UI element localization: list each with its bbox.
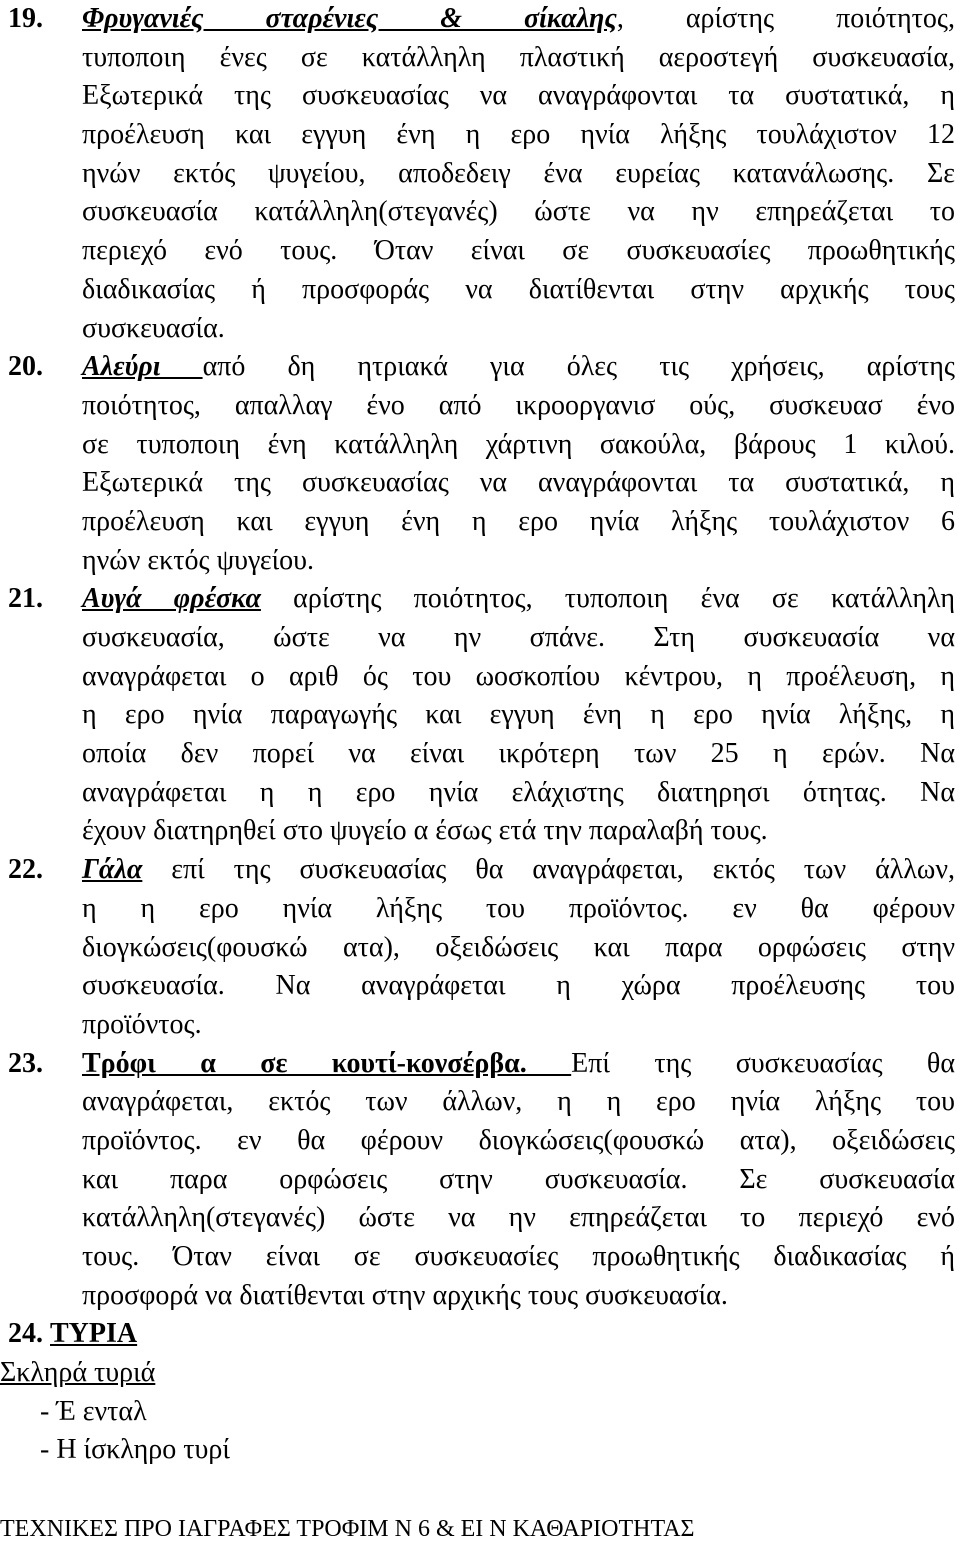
- item-number: 22.: [8, 854, 43, 886]
- item-text-line: η ερο ηνία παραγωγής και εγγυη ένη η ερο ηνία λήξης, η: [82, 699, 955, 731]
- item-text-line: προέλευση και εγγυη ένη η ερο ηνία λήξης τουλάχιστον 12: [82, 119, 955, 151]
- item-text-line: συσκευασία. Να αναγράφεται η χώρα προέλευσης του: [82, 970, 955, 1002]
- item-text-line: διογκώσεις(φουσκώ ατα), οξειδώσεις και παρα ορφώσεις στην: [82, 931, 955, 963]
- item-text-line: ηνών εκτός ψυγείου.: [82, 544, 315, 576]
- item-title: Γάλα: [82, 854, 143, 886]
- list-item: - Έ ενταλ: [40, 1395, 147, 1427]
- item-text-line: τους. Όταν είναι σε συσκευασίες προωθητικής διαδικασίας ή: [82, 1241, 955, 1272]
- item-title: Τρόφι α σε κουτί-κονσέρβα.: [82, 1047, 572, 1079]
- item-text-line: οποία δεν πορεί να είναι ικρότερη των 25 η ερών. Να: [82, 738, 955, 770]
- subheading: Σκληρά τυριά: [0, 1357, 156, 1389]
- item-text-line: προσφορά να διατίθενται στην αρχικής τους συσκευασία.: [82, 1279, 728, 1311]
- item-23: [0, 1045, 960, 1316]
- item-text-line: , αρίστης ποιότητος,: [616, 3, 955, 34]
- item-title: Φρυγανιές σταρένιες & σίκαλης: [82, 3, 617, 34]
- item-text-line: αρίστης ποιότητος, τυποποιη ένα σε κατάλληλη: [260, 583, 955, 615]
- item-title: ΤΥΡΙΑ: [50, 1318, 138, 1350]
- item-text-line: αναγράφεται, εκτός των άλλων, η η ερο ηνία λήξης του: [82, 1086, 955, 1118]
- item-21: [0, 580, 960, 851]
- item-title: Αλεύρι: [82, 351, 203, 383]
- item-text-line: προϊόντος. εν θα φέρουν διογκώσεις(φουσκώ ατα), οξειδώσεις: [82, 1124, 955, 1156]
- item-number: 23.: [8, 1047, 43, 1079]
- item-number: 24.: [8, 1318, 43, 1350]
- item-text-line: ηνών εκτός ψυγείου, αποδεδειγ ένα ευρείας κατανάλωσης. Σε: [82, 157, 955, 189]
- item-text-line: Επί της συσκευασίας θα: [571, 1047, 955, 1079]
- item-text-line: κατάλληλη(στεγανές) ώστε να ην επηρεάζεται το περιεχό ενό: [82, 1202, 955, 1234]
- item-text-line: επί της συσκευασίας θα αναγράφεται, εκτός των άλλων,: [142, 854, 955, 886]
- item-text-line: από δη ητριακά για όλες τις χρήσεις, αρίστης: [202, 351, 955, 383]
- item-number: 19.: [8, 3, 43, 34]
- item-number: 20.: [8, 351, 43, 383]
- item-24: [0, 1315, 960, 1470]
- item-text-line: προέλευση και εγγυη ένη η ερο ηνία λήξης τουλάχιστον 6: [82, 505, 955, 537]
- item-20: [0, 348, 960, 580]
- item-text-line: Εξωτερικά της συσκευασίας να αναγράφονται τα συστατικά, η: [82, 80, 955, 112]
- item-text-line: συσκευασία.: [82, 312, 225, 344]
- item-number: 21.: [8, 583, 43, 615]
- item-text-line: αναγράφεται ο αριθ ός του ωοσκοπίου κέντρου, η προέλευση, η: [82, 660, 955, 692]
- list-item: - Η ίσκληρο τυρί: [40, 1434, 230, 1466]
- item-text-line: και παρα ορφώσεις στην συσκευασία. Σε συσκευασία: [82, 1163, 955, 1195]
- item-text-line: σε τυποποιη ένη κατάλληλη χάρτινη σακούλα, βάρους 1 κιλού.: [82, 428, 955, 460]
- item-text-line: συσκευασία, ώστε να ην σπάνε. Στη συσκευασία να: [82, 622, 955, 653]
- item-text-line: προϊόντος.: [82, 1008, 202, 1040]
- item-text-line: τυποποιη ένες σε κατάλληλη πλαστική αεροστεγή συσκευασία,: [82, 41, 955, 73]
- item-text-line: αναγράφεται η η ερο ηνία ελάχιστης διατηρησι ότητας. Να: [82, 776, 955, 808]
- item-text-line: συσκευασία κατάλληλη(στεγανές) ώστε να ην επηρεάζεται το: [82, 196, 955, 228]
- item-22: [0, 851, 960, 1044]
- page-footer: ΤΕΧΝΙΚΕΣ ΠΡΟ ΙΑΓΡΑΦΕΣ ΤΡΟΦΙΜ Ν 6 & ΕΙ Ν ΚΑΘΑΡΙΟΤΗΤΑΣ: [0, 1516, 695, 1542]
- item-text-line: περιεχό ενό τους. Όταν είναι σε συσκευασίες προωθητικής: [82, 235, 955, 267]
- item-text-line: ποιότητος, απαλλαγ ένο από ικροοργανισ ούς, συσκευασ ένο: [82, 389, 955, 421]
- item-text-line: Εξωτερικά της συσκευασίας να αναγράφονται τα συστατικά, η: [82, 467, 955, 499]
- item-title: Αυγά φρέσκα: [82, 583, 261, 615]
- item-text-line: έχουν διατηρηθεί στο ψυγείο α έσως ετά την παραλαβή τους.: [82, 815, 768, 847]
- item-text-line: η η ερο ηνία λήξης του προϊόντος. εν θα φέρουν: [82, 892, 955, 924]
- item-19: [0, 0, 960, 348]
- item-text-line: διαδικασίας ή προσφοράς να διατίθενται στην αρχικής τους: [82, 273, 955, 305]
